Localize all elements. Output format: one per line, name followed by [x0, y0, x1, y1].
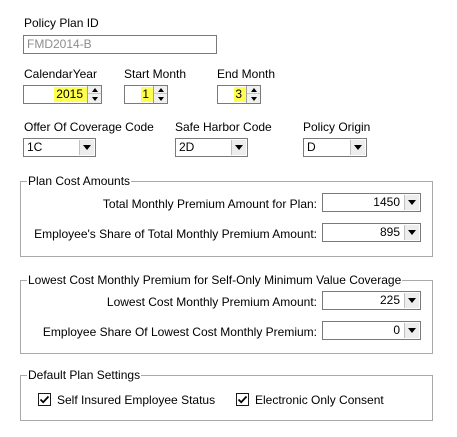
lowest-cost-share-label: Employee Share Of Lowest Cost Monthly Premium:	[42, 325, 317, 339]
employee-share-label: Employee's Share of Total Monthly Premium Amount:	[34, 227, 317, 241]
start-month-label: Start Month	[124, 67, 187, 81]
electronic-consent-label: Electronic Only Consent	[255, 393, 384, 407]
self-insured-checkbox[interactable]	[38, 393, 51, 406]
default-settings-title: Default Plan Settings	[28, 368, 141, 382]
check-icon	[39, 394, 50, 405]
safe-harbor-label: Safe Harbor Code	[175, 120, 272, 134]
plan-cost-title: Plan Cost Amounts	[28, 174, 131, 188]
chevron-down-icon[interactable]	[404, 195, 419, 210]
lowest-cost-amount-value: 225	[379, 293, 400, 307]
chevron-down-icon[interactable]	[231, 140, 246, 155]
total-premium-dropdown[interactable]	[322, 193, 421, 212]
end-month-spinner[interactable]	[217, 85, 261, 104]
start-month-spinner[interactable]	[124, 85, 168, 104]
spin-up-icon[interactable]	[247, 86, 260, 94]
self-insured-label: Self Insured Employee Status	[57, 393, 216, 407]
calendar-year-label: CalendarYear	[24, 67, 97, 81]
safe-harbor-value: 2D	[179, 140, 195, 154]
end-month-spin-buttons[interactable]	[246, 86, 260, 103]
start-month-spin-buttons[interactable]	[153, 86, 167, 103]
calendar-year-spin-buttons[interactable]	[87, 86, 101, 103]
lowest-cost-title: Lowest Cost Monthly Premium for Self-Only Minimum Value Coverage	[28, 273, 402, 287]
policy-plan-id-value: FMD2014-B	[27, 37, 92, 51]
calendar-year-spinner[interactable]	[23, 85, 102, 104]
offer-code-label: Offer Of Coverage Code	[24, 120, 154, 134]
lowest-cost-amount-dropdown[interactable]	[322, 291, 421, 310]
employee-share-value: 895	[379, 225, 400, 239]
offer-code-dropdown[interactable]	[23, 138, 96, 157]
policy-plan-id-label: Policy Plan ID	[24, 16, 99, 30]
policy-origin-value: D	[307, 140, 316, 154]
safe-harbor-dropdown[interactable]	[175, 138, 248, 157]
chevron-down-icon[interactable]	[350, 140, 365, 155]
spin-down-icon[interactable]	[154, 95, 167, 103]
end-month-label: End Month	[217, 67, 276, 81]
spin-up-icon[interactable]	[88, 86, 101, 94]
total-premium-label: Total Monthly Premium Amount for Plan:	[102, 197, 317, 211]
chevron-down-icon[interactable]	[404, 293, 419, 308]
calendar-year-value: 2015	[54, 87, 87, 102]
spin-down-icon[interactable]	[247, 95, 260, 103]
start-month-value: 1	[141, 87, 153, 102]
policy-plan-id-field[interactable]	[23, 35, 217, 54]
check-icon	[237, 394, 248, 405]
electronic-consent-checkbox[interactable]	[236, 393, 249, 406]
policy-origin-dropdown[interactable]	[303, 138, 367, 157]
offer-code-value: 1C	[27, 140, 43, 154]
chevron-down-icon[interactable]	[404, 225, 419, 240]
lowest-cost-share-value: 0	[393, 323, 400, 337]
lowest-cost-amount-label: Lowest Cost Monthly Premium Amount:	[106, 295, 317, 309]
total-premium-value: 1450	[373, 195, 400, 209]
spin-up-icon[interactable]	[154, 86, 167, 94]
chevron-down-icon[interactable]	[404, 323, 419, 338]
employee-share-dropdown[interactable]	[322, 223, 421, 242]
policy-origin-label: Policy Origin	[303, 120, 371, 134]
lowest-cost-share-dropdown[interactable]	[322, 321, 421, 340]
end-month-value: 3	[234, 87, 246, 102]
chevron-down-icon[interactable]	[79, 140, 94, 155]
spin-down-icon[interactable]	[88, 95, 101, 103]
